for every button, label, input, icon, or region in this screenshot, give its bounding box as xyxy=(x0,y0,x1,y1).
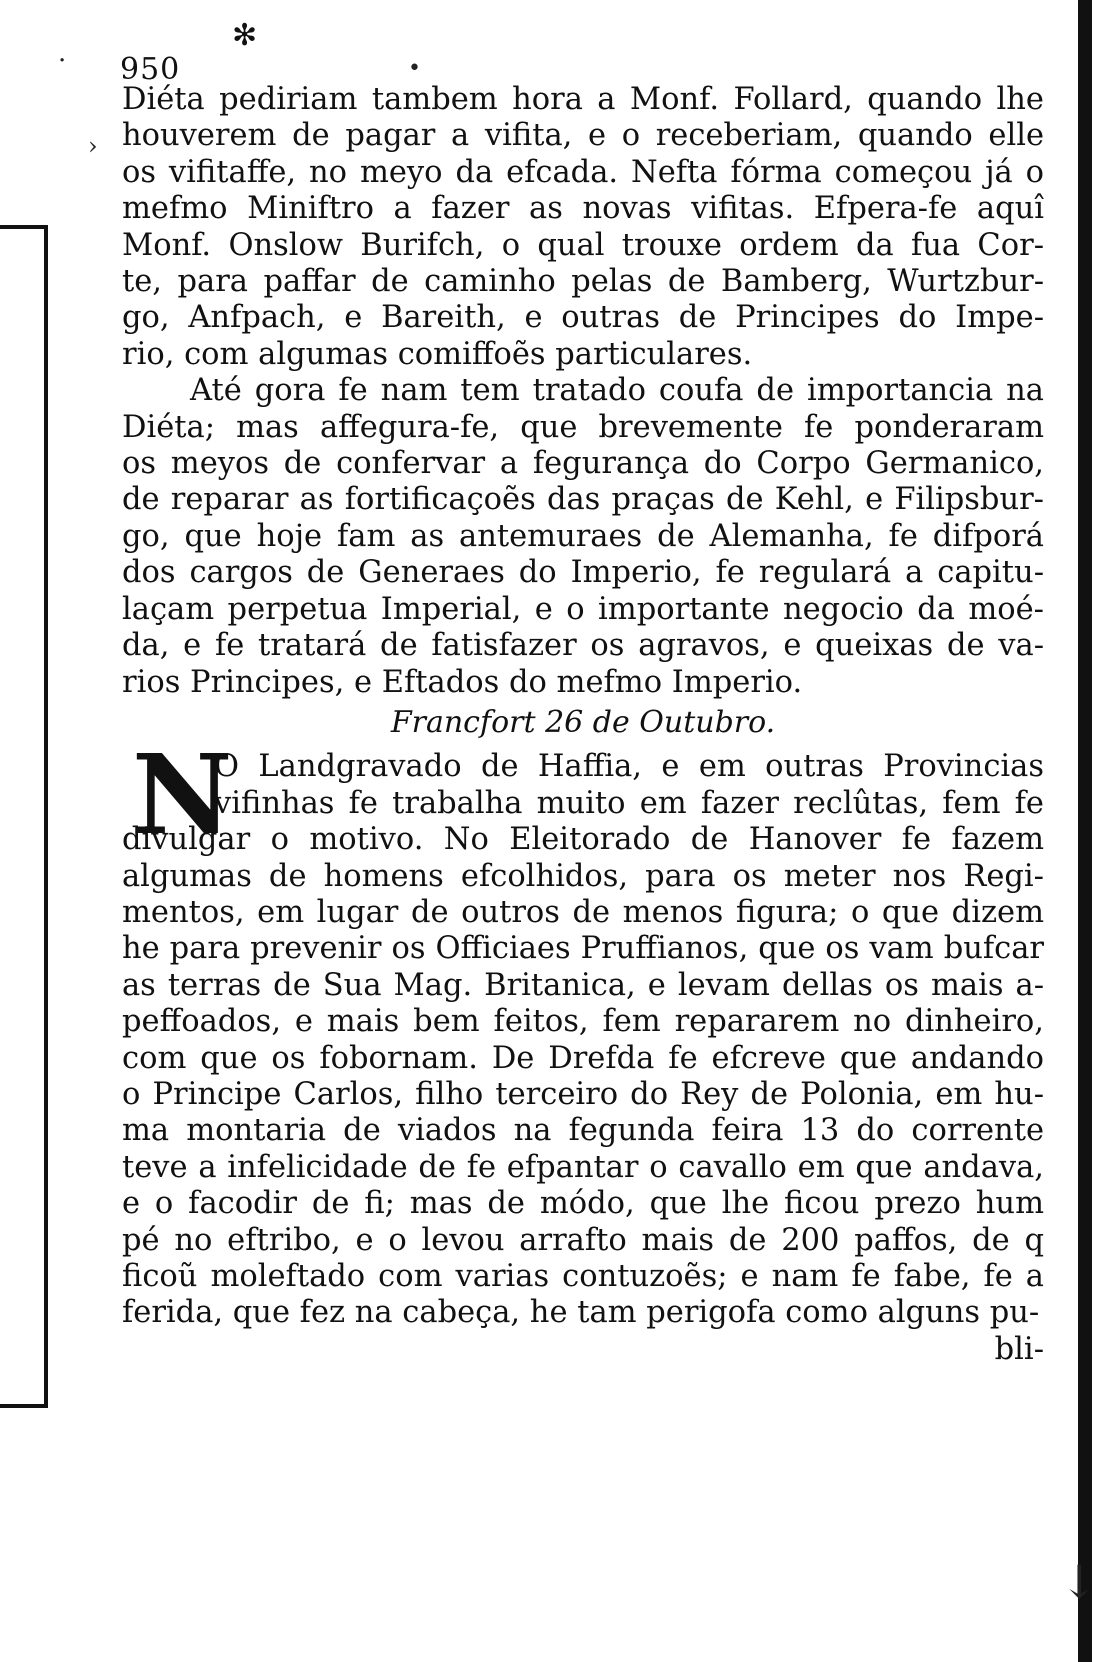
paragraph-2 xyxy=(122,373,1044,701)
text-line: de reparar as fortificaçoẽs das praças de Kehl, e Filipsbur- xyxy=(122,482,1044,518)
text-line: he para prevenir os Officiaes Pruffianos, que os vam bufcar xyxy=(122,931,1044,967)
margin-bracket xyxy=(0,225,48,1408)
text-line: os meyos de confervar a fegurança do Corpo Germanico, xyxy=(122,446,1044,482)
ink-mark-icon: › xyxy=(88,132,98,160)
catchword: bli- xyxy=(994,1331,1044,1367)
text-line: Até gora fe nam tem tratado coufa de importancia na xyxy=(190,373,1044,409)
text-line: Diéta pediriam tambem hora a Monf. Follard, quando lhe xyxy=(122,82,1044,117)
text-line: rio, com algumas comiffoẽs particulares. xyxy=(122,336,753,372)
text-line: ma montaria de viados na fegunda feira 13 do corrente xyxy=(122,1113,1044,1149)
body-text xyxy=(122,82,1044,1368)
ornament-icon: ✻ xyxy=(232,18,258,53)
text-line: peffoados, e mais bem feitos, fem repararem no dinheiro, xyxy=(122,1004,1044,1040)
dateline-heading: Francfort 26 de Outubro. xyxy=(390,704,776,740)
paragraph-1 xyxy=(122,82,1044,373)
ink-mark-icon: • xyxy=(408,56,421,81)
text-line: Diéta; mas affegura-fe, que brevemente fe ponderaram xyxy=(122,409,1044,445)
drop-cap: N xyxy=(132,730,233,860)
text-line: houverem de pagar a vifita, e o receberiam, quando elle xyxy=(122,118,1044,154)
text-line: os vifitaffe, no meyo da efcada. Nefta fórma começou já o xyxy=(122,154,1044,190)
text-line: divulgar o motivo. No Eleitorado de Hanover fe fazem xyxy=(122,822,1044,858)
text-line: e o facodir de fi; mas de módo, que lhe ficou prezo hum xyxy=(122,1186,1044,1222)
paragraph-3-lines xyxy=(122,730,1044,1332)
text-line: Monf. Onslow Burifch, o qual trouxe ordem da fua Cor- xyxy=(122,227,1044,263)
text-line: pé no eftribo, e o levou arrafto mais de 200 paffos, de q xyxy=(122,1222,1044,1258)
text-line: mentos, em lugar de outros de menos figura; o que dizem xyxy=(122,894,1044,930)
page-number: 950 xyxy=(120,52,181,87)
text-line: ficoũ moleftado com varias contuzoẽs; e nam fe fabe, fe a xyxy=(122,1259,1044,1294)
paragraph-3 xyxy=(122,730,1044,1332)
ink-mark-icon: ↓ xyxy=(1060,1555,1099,1609)
text-line: go, Anfpach, e Bareith, e outras de Principes do Impe- xyxy=(122,300,1044,336)
text-line: go, que hoje fam as antemuraes de Alemanha, fe difporá xyxy=(122,518,1044,554)
text-line: algumas de homens efcolhidos, para os meter nos Regi- xyxy=(122,858,1044,894)
text-line: teve a infelicidade de fe efpantar o cavallo em que andava, xyxy=(122,1149,1044,1185)
text-line: te, para paffar de caminho pelas de Bamberg, Wurtzbur- xyxy=(122,264,1044,300)
ink-mark-icon: · xyxy=(58,46,67,76)
text-line: mefmo Miniftro a fazer as novas vifitas. Efpera-fe aquî xyxy=(122,191,1044,227)
text-line: o Principe Carlos, filho terceiro do Rey de Polonia, em hu- xyxy=(122,1076,1044,1112)
text-line: vifinhas fe trabalha muito em fazer reclûtas, fem fe xyxy=(214,785,1044,821)
page-edge-shadow xyxy=(1078,0,1092,1662)
text-line: as terras de Sua Mag. Britanica, e levam dellas os mais a- xyxy=(122,967,1044,1003)
text-line: O Landgravado de Haffia, e em outras Provincias xyxy=(214,749,1044,785)
text-line: ferida, que fez na cabeça, he tam perigofa como alguns pu- xyxy=(122,1295,1040,1331)
text-line: rios Principes, e Eftados do mefmo Imperio. xyxy=(122,664,803,700)
text-line: dos cargos de Generaes do Imperio, fe regulará a capitu- xyxy=(122,555,1044,591)
text-line: laçam perpetua Imperial, e o importante negocio da moé- xyxy=(122,591,1044,627)
text-line: com que os fobornam. De Drefda fe efcreve que andando xyxy=(122,1040,1044,1076)
text-line: da, e fe tratará de fatisfazer os agravos, e queixas de va- xyxy=(122,628,1044,664)
